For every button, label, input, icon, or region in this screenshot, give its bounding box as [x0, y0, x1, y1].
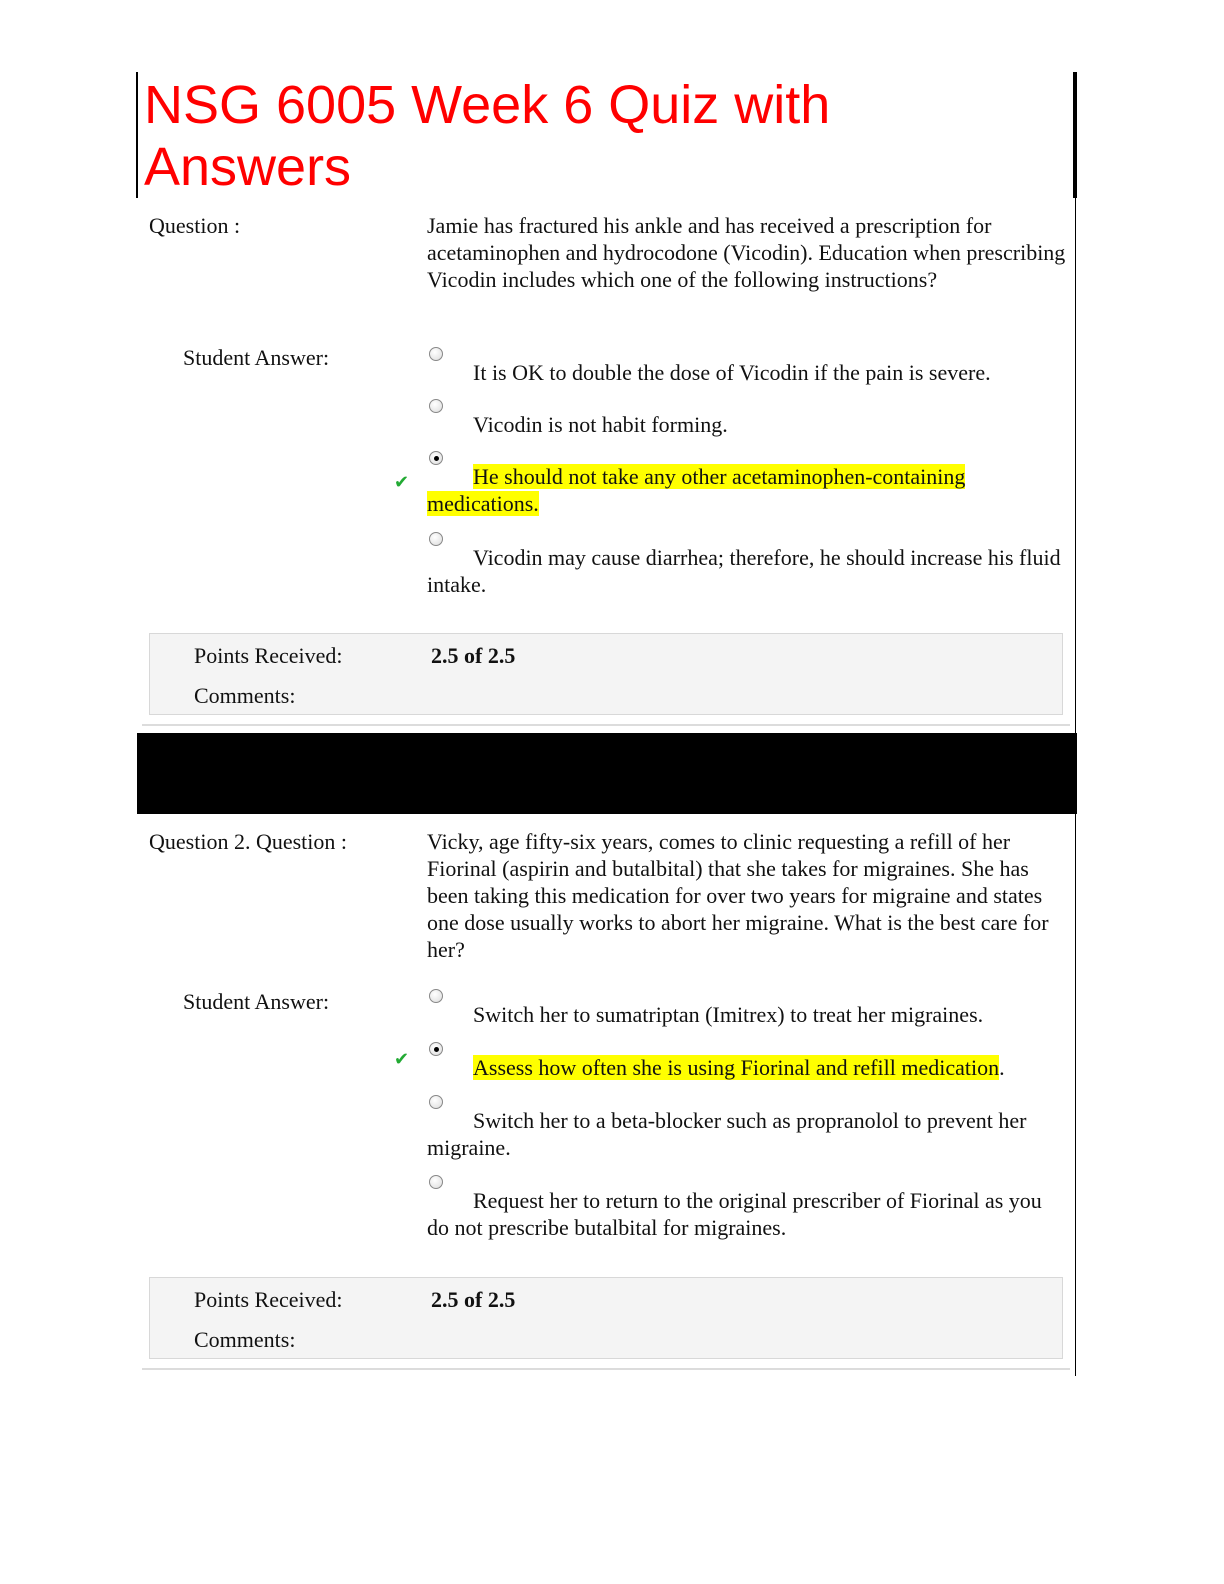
separator: [142, 1368, 1070, 1370]
option-text: Request her to return to the original prescriber of Fiorinal as you do not prescribe butalbital for migraines.: [427, 1188, 1042, 1240]
redacted-bar: [137, 733, 1077, 814]
answer-option[interactable]: [427, 1107, 1067, 1161]
comments-label: Comments:: [194, 683, 296, 708]
radio-button-selected-icon[interactable]: [429, 451, 443, 465]
question-label: Question :: [149, 213, 241, 238]
right-border-line: [1073, 72, 1077, 198]
points-panel: [149, 1277, 1063, 1359]
option-text: Vicodin is not habit forming.: [473, 412, 728, 437]
student-answer-label: Student Answer:: [183, 989, 330, 1014]
answer-option[interactable]: [427, 544, 1067, 598]
option-text: Switch her to a beta-blocker such as propranolol to prevent her migraine.: [427, 1108, 1027, 1160]
points-received-label: Points Received:: [194, 1287, 343, 1312]
points-panel: [149, 633, 1063, 715]
answer-option[interactable]: [427, 359, 1067, 386]
left-border-line: [136, 72, 138, 198]
radio-button-icon[interactable]: [429, 1095, 443, 1109]
option-text: Vicodin may cause diarrhea; therefore, he should increase his fluid intake.: [427, 545, 1061, 597]
correct-check-icon: ✔: [394, 472, 410, 493]
answer-option[interactable]: [427, 1187, 1067, 1241]
correct-check-icon: ✔: [394, 1049, 410, 1070]
points-received-label: Points Received:: [194, 643, 343, 668]
answer-option-selected[interactable]: [427, 1054, 1067, 1081]
option-text-highlighted: He should not take any other acetaminophen-containing medications.: [427, 464, 966, 516]
question-text: Jamie has fractured his ankle and has received a prescription for acetaminophen and hydrocodone (Vicodin). Education when prescribing Vicodin includes which one of the following instructions?: [427, 213, 1066, 292]
question-text: Vicky, age fifty-six years, comes to clinic requesting a refill of her Fiorinal (aspirin and butalbital) that she takes for migraines. She has been taking this medication for over two years for migraine and states one dose usually works to abort her migraine. What is the best care for her?: [427, 829, 1049, 962]
radio-button-icon[interactable]: [429, 989, 443, 1003]
student-answer-label: Student Answer:: [183, 345, 330, 370]
page-title: NSG 6005 Week 6 Quiz with Answers: [144, 75, 831, 197]
separator: [142, 724, 1070, 726]
radio-button-selected-icon[interactable]: [429, 1042, 443, 1056]
option-text-suffix: .: [999, 1055, 1005, 1080]
points-received-value: 2.5 of 2.5: [431, 1287, 516, 1312]
answer-option[interactable]: [427, 1001, 1067, 1028]
radio-button-icon[interactable]: [429, 532, 443, 546]
option-text: Switch her to sumatriptan (Imitrex) to treat her migraines.: [473, 1002, 984, 1027]
answer-option[interactable]: [427, 411, 1067, 438]
radio-button-icon[interactable]: [429, 399, 443, 413]
option-text-highlighted: Assess how often she is using Fiorinal and refill medication: [473, 1055, 1000, 1080]
comments-label: Comments:: [194, 1327, 296, 1352]
question-label: Question 2. Question :: [149, 829, 347, 854]
points-received-value: 2.5 of 2.5: [431, 643, 516, 668]
answer-option-selected[interactable]: [427, 463, 1067, 517]
radio-button-icon[interactable]: [429, 1175, 443, 1189]
option-text: It is OK to double the dose of Vicodin if the pain is severe.: [473, 360, 991, 385]
radio-button-icon[interactable]: [429, 347, 443, 361]
